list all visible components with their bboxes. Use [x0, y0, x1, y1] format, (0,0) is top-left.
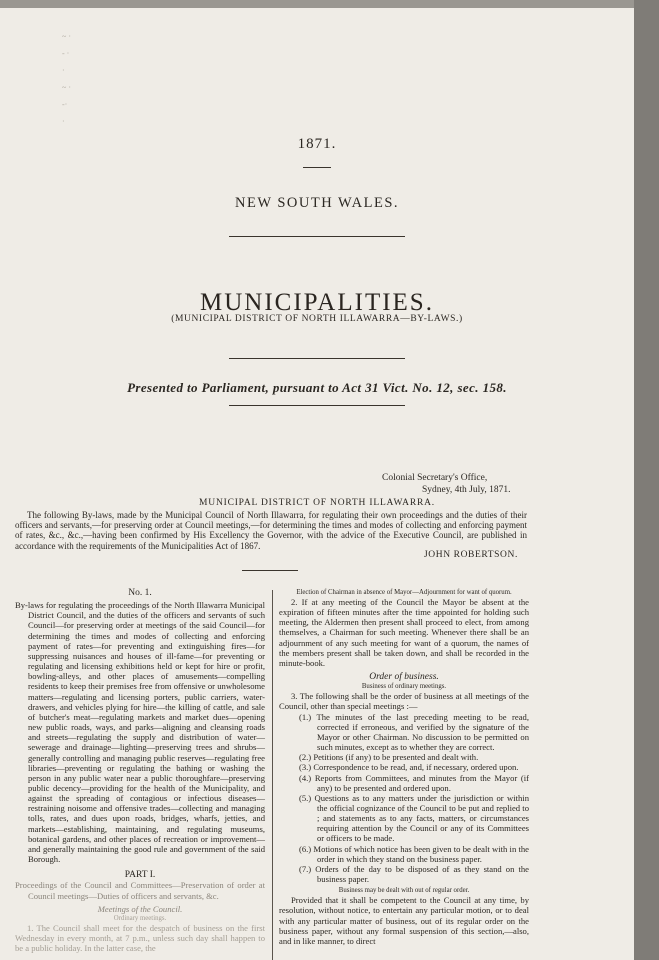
district-heading: MUNICIPAL DISTRICT OF NORTH ILLAWARRA. — [199, 498, 435, 508]
rule-middle — [229, 358, 405, 359]
business-list-item: (3.) Correspondence to be read, and, if necessary, ordered upon. — [299, 762, 519, 773]
signer-name: JOHN ROBERTSON. — [424, 550, 518, 560]
scan-background-top — [0, 0, 659, 8]
business-list-item: (6.) Motions of which notice has been given to be dealt with in the order in which they stand on the business paper. — [299, 843, 529, 864]
ordinary-meetings-heading: Ordinary meetings. — [113, 914, 167, 922]
paragraph-2: 2. If at any meeting of the Council the Mayor be absent at the expiration of fifteen minutes after the time appointed for holding such meeting, the Aldermen then present shall proceed to elect, from among themselves, a Chairman for such meeting. Whenever there shall be an adjournment of any such meeting for want of a quorum, the names of the members present shall be taken down, and shall be recorded in the minute-book. — [279, 597, 529, 668]
office-line: Colonial Secretary's Office, — [382, 473, 488, 483]
rule-bottom — [229, 405, 405, 406]
part-description: Proceedings of the Council and Committees—Preservation of order at Council meetings—Duties of officers and servants, &c. — [15, 880, 265, 901]
presented-line: Presented to Parliament, pursuant to Act 31 Vict. No. 12, sec. 158. — [127, 380, 507, 395]
paragraph-1: 1. The Council shall meet for the despatch of business on the first Wednesday in every month, at 7 p.m., unless such day shall happen to be a public holiday. In the latter case, the — [15, 922, 265, 954]
business-list-item: (4.) Reports from Committees, and minutes from the Mayor (if any) to be presented and ordered upon. — [299, 772, 529, 793]
document-subtitle: (MUNICIPAL DISTRICT OF NORTH ILLAWARRA—BY-LAWS.) — [171, 314, 463, 324]
business-list-item: (7.) Orders of the day to be disposed of as they stand on the business paper. — [299, 863, 529, 885]
colony-name: NEW SOUTH WALES. — [234, 195, 400, 211]
meetings-heading: Meetings of the Council. — [97, 903, 183, 914]
faint-margin-marks: ~ · - · · ~ · -· · — [62, 32, 71, 126]
document-page — [0, 8, 634, 960]
bylaw-preamble: By-laws for regulating the proceedings of the North Illawarra Municipal District Council, and the duties of the officers and servants of such Council—for preserving order at meetings of the said Council—for determining the times and modes of collecting and enforcing payment of rates—for preventing and extinguishing fires—for suppressing nuisances and houses of ill-fame—for preventing or regulating and licensing exhibitions held or kept for hire or profit, bowling-alleys, and other places of amusements—compelling residents to keep their premises free from offensive or unwholesome matters—regulating and licensing porters, public carriers, water-drawers, and vehicles plying for hire—the killing of cattle, and sale of butcher's meat—regulating markets and market dues—opening new public roads, ways, and parks—aligning and cleansing roads and streets—regulating the supply and distribution of water—sewerage and drainage—lighting—preserving trees and shrubs—generally controlling and managing public reserves—regulating free libraries—preventing or regulating the bathing or washing the person in any public water near a public thoroughfare—preserving public decency—providing for the health of the Municipality, and against the spreading of contagious or infectious diseases—restraining noisome and offensive trades—collecting and managing tolls, rates, and dues upon roads, bridges, wharfs, jetties, and markets—establishing, maintaining, and regulating museums, botanical gardens, and other places of recreation or improvement—and generally maintaining the good rule and government of the said Borough. — [15, 600, 265, 865]
paragraph-3: 3. The following shall be the order of business at all meetings of the Council, other than special meetings :— — [279, 691, 529, 712]
order-of-business-heading: Order of business. — [369, 672, 439, 683]
office-address — [382, 472, 622, 496]
short-rule — [303, 167, 331, 168]
scan-background-edge — [634, 0, 659, 960]
business-order-heading: Business may be dealt with out of regular order. — [338, 887, 470, 895]
business-list-item: (2.) Petitions (if any) to be presented and dealt with. — [299, 752, 479, 763]
right-column — [279, 588, 529, 946]
office-date: Sydney, 4th July, 1871. — [422, 485, 511, 495]
ordinary-business-heading: Business of ordinary meetings. — [361, 683, 447, 691]
rule-top — [229, 236, 405, 237]
part-heading: PART I. — [124, 870, 156, 881]
document-year: 1871. — [297, 136, 337, 152]
document-title: MUNICIPALITIES. — [200, 289, 434, 316]
business-list-item: (1.) The minutes of the last preceding meeting to be read, corrected if erroneous, and verified by the signature of the Mayor or other Chairman. No discussion to be permitted on such minutes, except as to whether they are correct. — [299, 711, 529, 753]
short-rule-signer — [242, 570, 298, 571]
intro-paragraph: The following By-laws, made by the Municipal Council of North Illawarra, for regulating their own proceedings and the duties of their officers and servants,—for preserving order at Council meetings,—for determining the times and modes of collecting and enforcing payment of rates, &c., &c.,—having been confirmed by His Excellency the Governor, with the advice of the Executive Council, are published in accordance with the requirements of the Municipalities Act of 1867. — [15, 510, 527, 551]
bylaw-number: No. 1. — [128, 588, 152, 598]
left-column — [15, 588, 265, 953]
column-divider — [272, 590, 273, 960]
election-heading: Election of Chairman in absence of Mayor—Adjournment for want of quorum. — [296, 589, 512, 596]
proviso-paragraph: Provided that it shall be competent to the Council at any time, by resolution, without notice, to entertain any particular motion, or to deal with any particular matter of business, out of its regular order on the business paper, without any formal suspension of this section,—also, and in like manner, to direct — [279, 895, 529, 946]
business-list-item: (5.) Questions as to any matters under the jurisdiction or within the official cognizance of the Council to be put and replied to ; and statements as to any facts, matters, or circumstances requiring attention by the Council or any of its Committees or officers to be made. — [299, 792, 529, 844]
